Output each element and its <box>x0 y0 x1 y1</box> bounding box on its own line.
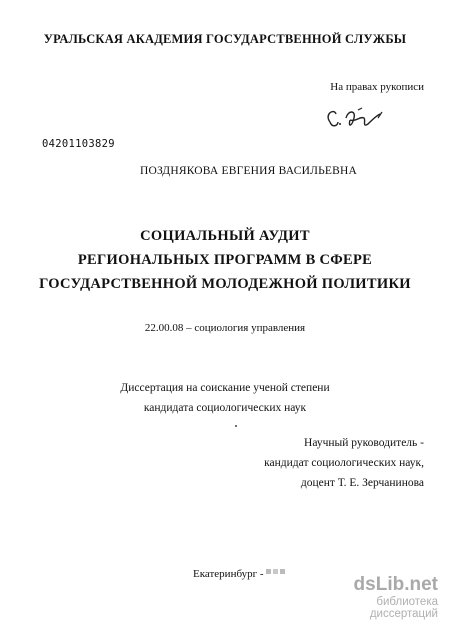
watermark-subtitle: библиотека диссертаций <box>369 596 438 620</box>
title-line: СОЦИАЛЬНЫЙ АУДИТ <box>140 228 310 244</box>
supervisor-line: кандидат социологических наук, <box>264 457 424 469</box>
dslib-watermark <box>322 574 450 618</box>
handwritten-signature <box>320 104 390 136</box>
stray-mark <box>235 425 237 427</box>
watermark-logo: dsLib.net <box>353 574 438 595</box>
supervisor-line: Научный руководитель - <box>304 437 424 449</box>
title-line: ГОСУДАРСТВЕННОЙ МОЛОДЕЖНОЙ ПОЛИТИКИ <box>39 276 411 292</box>
dissertation-title <box>0 224 450 296</box>
degree-line: кандидата социологических наук <box>143 402 307 414</box>
city-year: Екатеринбург - <box>193 568 264 580</box>
author-name: ПОЗДНЯКОВА ЕВГЕНИЯ ВАСИЛЬЕВНА <box>140 165 357 177</box>
degree-statement <box>0 378 450 418</box>
specialty-code: 22.00.08 – социология управления <box>144 322 306 334</box>
degree-line: Диссертация на соискание ученой степени <box>120 382 330 394</box>
rights-note: На правах рукописи <box>330 81 424 93</box>
supervisor-block <box>264 433 424 493</box>
organization-heading: УРАЛЬСКАЯ АКАДЕМИЯ ГОСУДАРСТВЕННОЙ СЛУЖБЫ <box>43 32 407 46</box>
obscured-year-mark <box>265 566 291 576</box>
supervisor-line: доцент Т. Е. Зерчанинова <box>300 477 424 489</box>
title-line: РЕГИОНАЛЬНЫХ ПРОГРАММ В СФЕРЕ <box>77 252 373 268</box>
catalog-code: 04201103829 <box>42 138 115 150</box>
